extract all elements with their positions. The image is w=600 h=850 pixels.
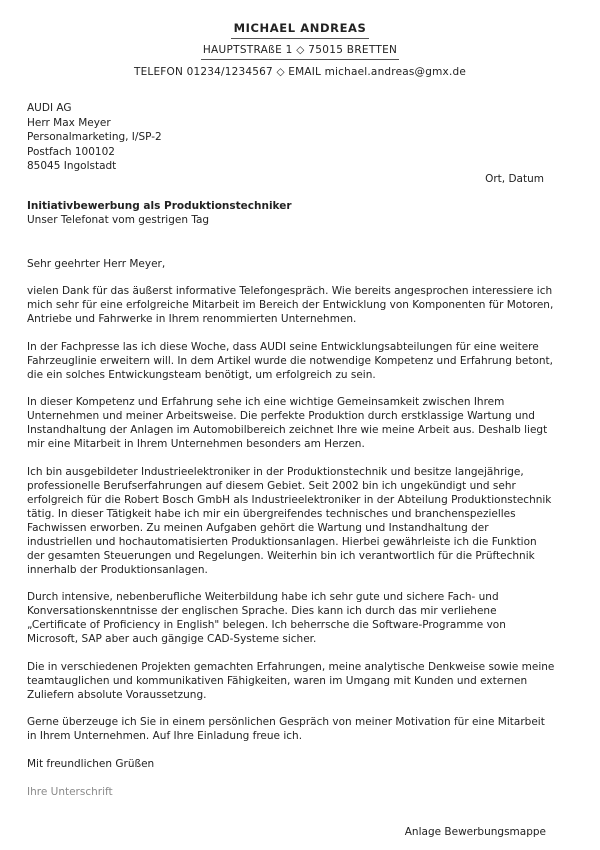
paragraph-experience: Ich bin ausgebildeter Industrieelektroniker in der Produktionstechnik und besitze langejährige, professionelle Berufserfahrungen auf diesem Gebiet. Seit 2002 bin ich ungekündigt und sehr erfolgreich für die Robert Bosch GmbH als Industrieelektroniker in der Abteilung Produktionstechnik tätig. In dieser Tätigkeit habe ich mir ein übergreifendes technisches und branchenspezielles Fachwissen erworben. Zu meinen Aufgaben gehört die Wartung und Instandhaltung der industriellen und hochautomatisierten Produktionsanlagen. Hierbei gewährleiste ich die Funktion der gesamten Steuerungen und Regelungen. Weiterhin bin ich verantwortlich für die Prüftechnik innerhalb der Produktionsanlagen. xyxy=(27,465,552,576)
recipient-city: 85045 Ingolstadt xyxy=(27,160,117,172)
signature: Ihre Unterschrift xyxy=(27,785,113,798)
recipient-po-box: Postfach 100102 xyxy=(27,145,115,158)
enclosure-note: Anlage Bewerbungsmappe xyxy=(404,826,546,838)
recipient-department: Personalmarketing, I/SP-2 xyxy=(27,131,162,143)
paragraph-skills: Durch intensive, nebenberufliche Weiterbildung habe ich sehr gute und sichere Fach- und Konversationskenntnisse der englischen Sprache. Dies kann ich durch das mir verliehene „Certificate of Proficiency in English" belegen. Ich beherrsche die Software-Programme von Microsoft, SAP aber auch gängige CAD-Systeme sicher. xyxy=(27,591,506,645)
paragraph-closing: Gerne überzeuge ich Sie in einem persönlichen Gespräch von meiner Motivation für eine Mitarbeit in Ihrem Unternehmen. Auf Ihre Einladung freue ich. xyxy=(27,716,545,742)
letterhead xyxy=(0,17,600,80)
recipient-person: Herr Max Meyer xyxy=(27,116,111,129)
sender-address: HAUPTSTRAßE 1 ◇ 75015 BRETTEN xyxy=(201,43,399,60)
paragraph-press: In der Fachpresse las ich diese Woche, dass AUDI seine Entwicklungsabteilungen für eine weitere Fahrzeuglinie erweitern will. In dem Artikel wurde die notwendige Kompetenz und Erfahrung betont, die ein solches Entwickungsteam benötigt, um erfolgreich zu sein. xyxy=(27,340,554,381)
salutation: Sehr geehrter Herr Meyer, xyxy=(27,258,166,270)
subject-block xyxy=(27,199,292,227)
recipient-address xyxy=(27,101,162,174)
recipient-company: AUDI AG xyxy=(27,102,72,114)
place-date: Ort, Datum xyxy=(485,173,544,185)
sender-name: MICHAEL ANDREAS xyxy=(231,21,370,39)
subject-title: Initiativbewerbung als Produktionstechniker xyxy=(27,200,292,212)
letter-body xyxy=(27,257,557,812)
paragraph-competence: In dieser Kompetenz und Erfahrung sehe ich eine wichtige Gemeinsamkeit zwischen Ihrem Unternehmen und meiner Arbeitsweise. Die perfekte Produktion durch erstklassige Wartung und Instandhaltung der Anlagen im Automobilbereich zeichnet Ihre wie meine Arbeit aus. Deshalb liegt mir eine Mitarbeit in Ihrem Unternehmen besonders am Herzen. xyxy=(27,396,548,450)
paragraph-projects: Die in verschiedenen Projekten gemachten Erfahrungen, meine analytische Denkweise sowie meine teamtauglichen und kommunikativen Fähigkeiten, waren im Umgang mit Kunden und externen Zuliefern absolute Voraussetzung. xyxy=(27,660,555,701)
subject-subtitle: Unser Telefonat vom gestrigen Tag xyxy=(27,214,210,226)
paragraph-intro: vielen Dank für das äußerst informative Telefongespräch. Wie bereits angesprochen interessiere ich mich sehr für eine erfolgreiche Mitarbeit im Bereich der Entwicklung von Komponenten für Motoren, Antriebe und Fahrwerke in Ihrem renommierten Unternehmen. xyxy=(27,285,554,325)
closing-formula: Mit freundlichen Grüßen xyxy=(27,757,155,770)
sender-contact: TELEFON 01234/1234567 ◇ EMAIL michael.andreas@gmx.de xyxy=(133,66,467,78)
